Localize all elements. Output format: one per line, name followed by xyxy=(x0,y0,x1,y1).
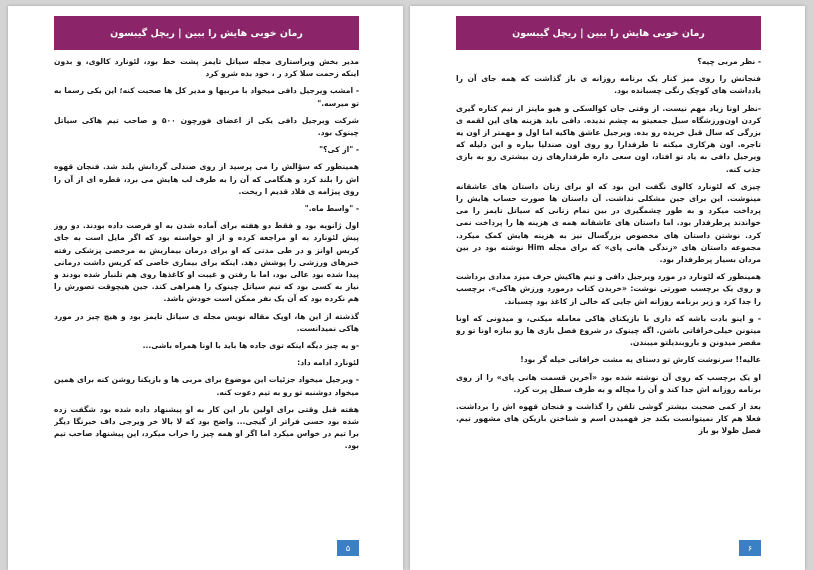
page-number: ۵ xyxy=(345,543,351,553)
paragraph: - ویرجیل میخواد جزئیات این موضوع برای مربی ها و بازیکنا روشن کنه برای همین میخواد دوشنبه تو رو به تیم دعوت کنه. xyxy=(54,375,359,397)
paragraph: او یک برچسب که روی آن نوشته شده بود «آخرین قسمت هانی پای» را از روی برنامه روزانه اش جدا کند و آن را مچاله و به طرف سطل پرت کرد. xyxy=(456,372,761,394)
page-right xyxy=(410,6,805,570)
header-title: رمان خوبی هایش را ببین | ریچل گیبسون xyxy=(110,27,303,39)
page-header xyxy=(456,16,761,50)
page-number-badge xyxy=(739,540,761,556)
paragraph: مدیر بخش ویراستاری مجله سیاتل تایمز پشت خط بود، لئونارد کالوی، و بدون اینکه زحمت سلا کرد ر ، خود بده شرو کرد xyxy=(54,57,359,79)
paragraph: همینطور که سؤالش را می پرسید از روی صندلی گردانش بلند شد. فنجان قهوه اش را بلند کرد و هنگامی که آن را به طرف لب هایش می برد، قطره ای از آن را روی پیژامه ی فلاد قدیم ا ریخت. xyxy=(54,162,359,196)
page-body xyxy=(54,56,359,540)
paragraph: گذشته از این ها، اوپک مقاله نویس مجله ی سیاتل تایمز بود و هیچ چیز در مورد هاکی نمیدانست. xyxy=(54,311,359,333)
paragraph: چیزی که لئونارد کالوی نگفت این بود که او برای زنان داستان های عاشقانه مینوشت. این برای جین مشکلی نداشت. آن داستان ها صورت حساب هایش را پرداخت میکرد و به طور چشمگیری در بین تمام زنانی که سیاتل تایمز را می خواندند پرطرفدار بود. اما داستان های عاشقانه همه ی هزینه ها را پرداخت نمی کرد. نوشتن داستان های مخصوص بزرگسال نیز به هزینه هایش کمک میکرد. مجموعه داستان های «زندگی هانی پای» که برای مجله Him نوشته بود در بین مردان بسیار پرطرفدار بود. xyxy=(456,181,761,265)
paragraph: - "واسط ماه." xyxy=(304,204,359,214)
paragraph: عالیه!! سرنوشت کارش تو دستای یه مشت خرافاتی خیله گر بود! xyxy=(520,355,761,365)
paragraph: لئونارد ادامه داد: xyxy=(297,358,359,368)
paragraph: - امشب ویرجیل دافی میخواد با مربیها و مدیر کل ها صحبت کنه؛ این یکی رسما به تو میرسه." xyxy=(54,86,359,108)
page-left xyxy=(8,6,403,570)
paragraph: همینطور که لئونارد در مورد ویرجیل دافی و تیم هاکیش حرف میزد مدادی برداشت و روی یک برچسب صورتی نوشت: «خریدن کتاب درمورد ورزش هاکی». برچسب را جدا کرد و زیر برنامه روزانه اش جایی که خالی از کاغذ بود چسباند. xyxy=(456,272,761,306)
page-body xyxy=(456,56,761,540)
paragraph: اول ژانویه بود و فقط دو هفته برای آماده شدن به او فرصت داده بودند. دو روز پیش لئونارد به او مراجعه کرده و از او خواسته بود که اگر مایل است به جای کریس اوانز و در طی مدتی که او برای درمان بیماریش به مرخصی پزشکی رفته خبرهای ورزشی را پوشش دهد. اینکه برای بیماری خاصی که کریس داشت درمانی پیدا شده بود عالی بود، اما با رفتن و غیبت او کاغذها روی هم تلنبار شده بودند و نیاز به کسی بود که تیم سیاتل چینوک را همراهی کند. جین هیچوقت تصورش را هم نکرده بود که آن یک نفر ممکن است خودش باشد. xyxy=(54,221,359,304)
paragraph: -نظر اونا زیاد مهم نیست. از وقتی جان کوالسکی و هیو ماینز از تیم کناره گیری کردن اون‌ورزشگاه سیل جمعیتو به چشم ندیده. دافی باید هزینه های این لقمه ی بزرگی که سال قبل خریده رو بده. ویرجیل عاشق هاکیه اما اول و مهمتر از اون یه تاجره. اون هرکاری میکنه تا طرفدارا رو روی اون صندلیا بیاره و این دلیله که ویرجیل دافی به یاد تو افتاد، اون سعی داره طرفدارهای زن بیشتری رو به بازی جذب کنه. xyxy=(456,103,761,174)
paragraph: فنجانش را روی میز کنار یک برنامه روزانه ی باز گذاشت که همه جای آن را یادداشت های کوچک رنگی چسبانده بود. xyxy=(456,74,761,96)
paragraph: -و یه چیز دیگه اینکه توی جاده ها باید با اونا همراه باشی... xyxy=(142,341,359,351)
header-title: رمان خوبی هایش را ببین | ریچل گیبسون xyxy=(512,27,705,39)
paragraph: - "از کی؟" xyxy=(319,145,359,155)
paragraph: شرکت ویرجیل دافی یکی از اعضای فورچون ۵۰۰ و صاحب تیم هاکی سیاتل چینوک بود. xyxy=(54,115,359,138)
page-header xyxy=(54,16,359,50)
page-number-badge xyxy=(337,540,359,556)
paragraph: - نظر مربی چیه؟ xyxy=(697,57,761,66)
paragraph: بعد از کمی صحبت بیشتر گوشی تلفن را گذاشت و فنجان قهوه اش را برداشت. فعلا هم کار نمیتوانست بکند جز فهمیدن اسم و شناختن بازیکن های مشهور تیم. فصل ظولا بو باز xyxy=(456,402,761,436)
page-number: ۶ xyxy=(747,543,753,553)
paragraph: هفته قبل وقتی برای اولین بار این کار به او پیشنهاد داده شده بود شگفت زده شده بود حسی فراتر از گیجی... واضح بود که لا بالا خر ویرجی داف خبرنگا دیگر برا تیم در خواس میکرد اما اگر او همه چیز را خراب میکرد، این پیشنهاد صاحب تیم بود. xyxy=(54,404,359,451)
paragraph: - و اینو بادت باشه که داری با بازیکنای هاکی معامله میکنی، و میدونی که اونا میتونن خیلی‌خرافاتی باشن. اگه چینوک در شروع فصل بازی ها رو ببازه اونا تو رو مقصر میدونن و باروبندیلتو میبندن. xyxy=(456,313,761,348)
